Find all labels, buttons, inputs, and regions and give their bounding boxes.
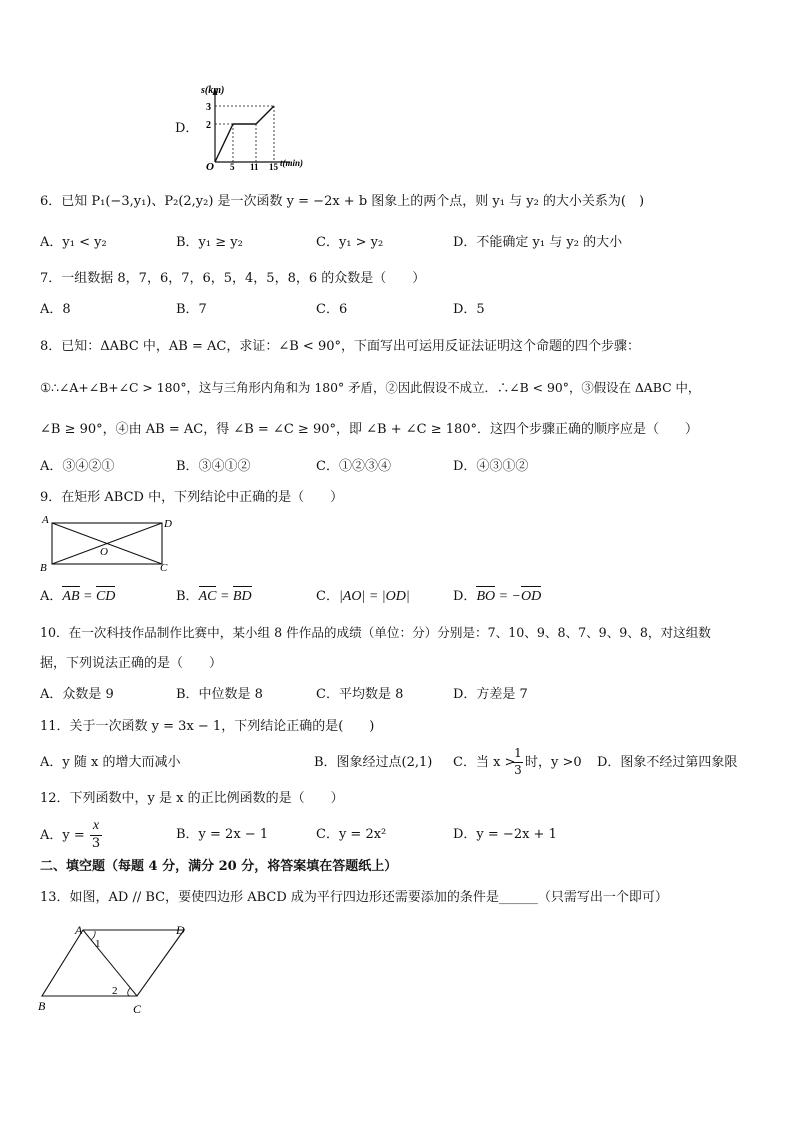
q10-option-d: D．方差是 7 bbox=[453, 687, 528, 702]
q5-x-tick-5: 5 bbox=[230, 162, 235, 172]
q5-distance-time-graph bbox=[195, 82, 325, 174]
q9-option-a: A．AB = CD bbox=[40, 589, 116, 604]
q8-option-c: C．①②③④ bbox=[316, 459, 391, 474]
q8-step-line-2: ∠B ≥ 90°，④由 AB = AC，得 ∠B = ∠C ≥ 90°，即 ∠B + ∠C ≥ 180°．这四个步骤正确的顺序应是（ ） bbox=[40, 422, 699, 437]
q8-option-a: A．③④②① bbox=[40, 459, 115, 474]
vector-bd: BD bbox=[232, 589, 252, 604]
q9-label-c: C bbox=[160, 562, 168, 574]
q11-stem: 11．关于一次函数 y = 3x − 1，下列结论正确的是( ) bbox=[40, 719, 375, 734]
q5-y-tick-2: 2 bbox=[206, 120, 211, 131]
q10-stem-line-2: 据，下列说法正确的是（ ） bbox=[40, 656, 223, 671]
section-2-heading: 二、填空题（每题 4 分，满分 20 分，将答案填在答题纸上） bbox=[40, 859, 398, 874]
q6-option-b: B．y₁ ≥ y₂ bbox=[176, 235, 243, 250]
q13-stem: 13．如图，AD // BC，要使四边形 ABCD 成为平行四边形还需要添加的条件是______（只需写出一个即可） bbox=[40, 890, 668, 905]
q10-stem-line-1: 10．在一次科技作品制作比赛中，某小组 8 件作品的成绩（单位：分）分别是：7、10、9、8、7、9、9、8，对这组数 bbox=[40, 625, 711, 640]
q8-option-d: D．④③①② bbox=[453, 459, 529, 474]
q13-angle-2-label: 2 bbox=[112, 985, 118, 997]
q13-label-d: D bbox=[176, 923, 185, 937]
q5-option-d-label: D． bbox=[175, 121, 199, 136]
q12-fraction-denominator: 3 bbox=[91, 836, 101, 851]
q9-rectangle-figure bbox=[38, 513, 178, 575]
q9-label-a: A bbox=[42, 514, 49, 526]
q5-x-tick-15: 15 bbox=[269, 162, 278, 172]
q10-option-a: A．众数是 9 bbox=[40, 687, 114, 702]
q13-angle-1-label: 1 bbox=[95, 938, 101, 950]
q9-option-c: C．|AO| = |OD| bbox=[316, 589, 410, 604]
q9-label-d: D bbox=[164, 518, 172, 530]
vector-ab: AB bbox=[62, 589, 80, 604]
q12-option-d: D．y = −2x + 1 bbox=[453, 827, 557, 842]
q9-label-b: B bbox=[40, 562, 47, 574]
q11-fraction-numerator: 1 bbox=[514, 746, 522, 760]
q6-option-d: D．不能确定 y₁ 与 y₂ 的大小 bbox=[453, 235, 623, 250]
q9-label-o: O bbox=[100, 546, 108, 558]
q13-label-a: A bbox=[75, 923, 83, 937]
q5-y-tick-3: 3 bbox=[206, 102, 211, 113]
q10-option-b: B．中位数是 8 bbox=[176, 687, 263, 702]
q8-stem: 8．已知：ΔABC 中，AB = AC，求证：∠B < 90°，下面写出可运用反证法证明这个命题的四个步骤： bbox=[40, 339, 640, 354]
q7-option-b: B．7 bbox=[176, 302, 207, 317]
vector-od-magnitude: |OD| bbox=[381, 589, 410, 604]
q8-option-b: B．③④①② bbox=[176, 459, 251, 474]
q5-y-axis-label: s(km) bbox=[201, 85, 225, 96]
q6-stem: 6．已知 P₁(−3,y₁)、P₂(2,y₂) 是一次函数 y = −2x + b 图象上的两个点，则 y₁ 与 y₂ 的大小关系为( ) bbox=[40, 194, 645, 209]
q7-stem: 7．一组数据 8，7，6，7，6，5，4，5，8，6 的众数是（ ） bbox=[40, 271, 426, 286]
q9-stem: 9．在矩形 ABCD 中，下列结论中正确的是（ ） bbox=[40, 490, 344, 505]
vector-bo: BO bbox=[476, 589, 496, 604]
q12-option-c: C．y = 2x² bbox=[316, 827, 387, 842]
q11-option-b: B．图象经过点(2,1) bbox=[314, 755, 433, 770]
q13-label-b: B bbox=[38, 999, 46, 1013]
q12-option-b: B．y = 2x − 1 bbox=[176, 827, 269, 842]
q11-option-d: D．图象不经过第四象限 bbox=[597, 755, 738, 770]
q5-x-axis-label: t(min) bbox=[280, 158, 304, 168]
q13-parallelogram-figure bbox=[34, 918, 204, 1018]
q5-x-tick-11: 11 bbox=[250, 162, 259, 172]
vector-od: OD bbox=[521, 589, 542, 604]
q7-option-d: D．5 bbox=[453, 302, 485, 317]
q13-label-c: C bbox=[133, 1002, 142, 1016]
q9-option-d: D．BO = −OD bbox=[453, 589, 542, 604]
q6-option-c: C．y₁ > y₂ bbox=[316, 235, 384, 250]
q7-option-c: C．6 bbox=[316, 302, 348, 317]
q9-option-b: B．AC = BD bbox=[176, 589, 252, 604]
q6-option-a: A．y₁ < y₂ bbox=[40, 235, 107, 250]
vector-ac: AC bbox=[198, 589, 217, 604]
q5-origin-label: O bbox=[206, 161, 214, 173]
vector-cd: CD bbox=[95, 589, 116, 604]
q7-option-a: A．8 bbox=[40, 302, 71, 317]
q11-fraction-denominator: 3 bbox=[514, 763, 522, 777]
q12-stem: 12．下列函数中，y 是 x 的正比例函数的是（ ） bbox=[40, 791, 344, 806]
q8-step-line-1: ①∴∠A+∠B+∠C > 180°，这与三角形内角和为 180° 矛盾，②因此假设不成立．∴∠B < 90°，③假设在 ΔABC 中， bbox=[40, 380, 701, 395]
q10-option-c: C．平均数是 8 bbox=[316, 687, 404, 702]
q12-fraction-numerator: x bbox=[92, 818, 100, 833]
q11-option-a: A．y 随 x 的增大而减小 bbox=[40, 755, 181, 770]
vector-ao-magnitude: |AO| bbox=[338, 589, 366, 604]
